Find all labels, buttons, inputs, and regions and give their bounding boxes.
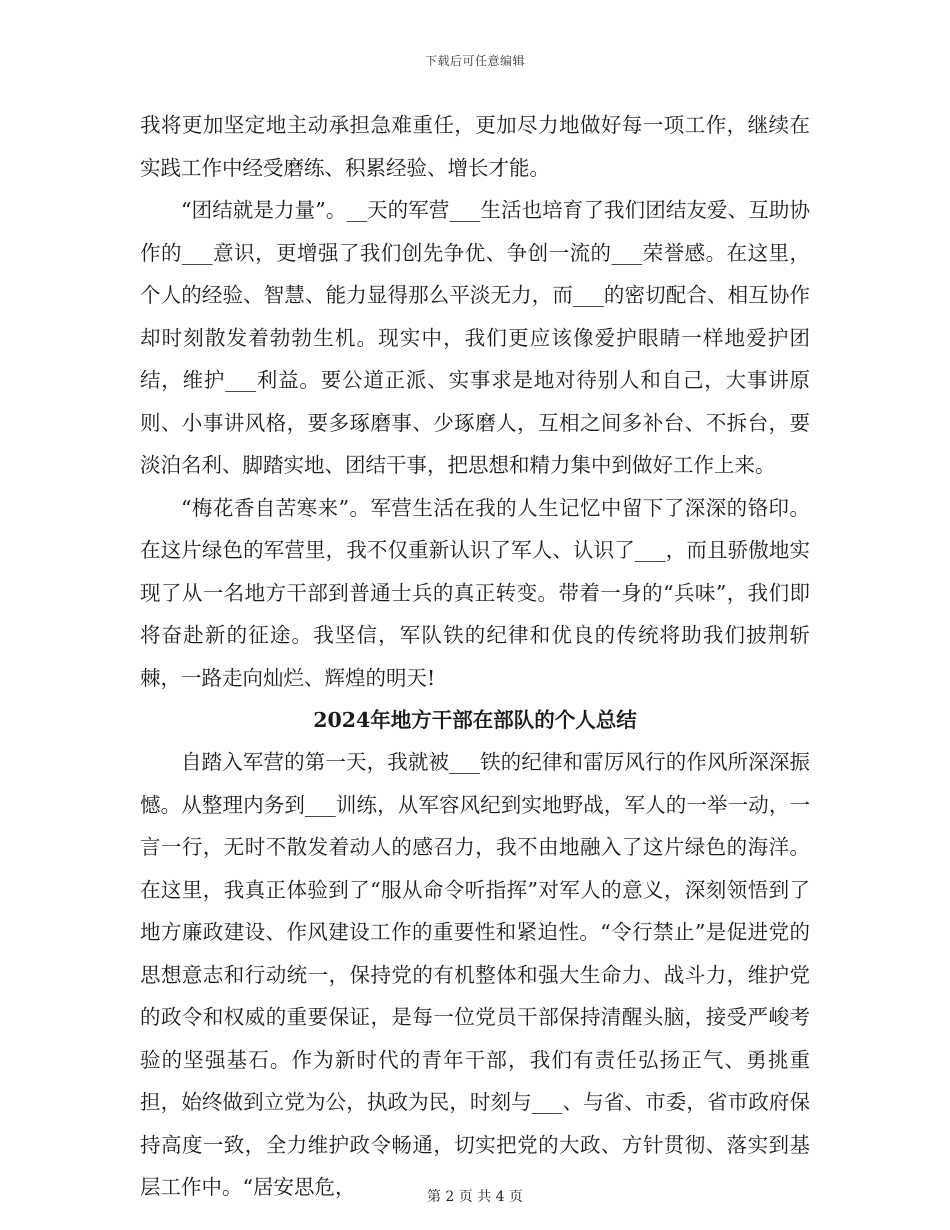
header-note: 下载后可任意编辑 <box>424 54 525 68</box>
section-title: 2024年地方干部在部队的个人总结 <box>313 708 637 732</box>
paragraph-summary-intro: 自踏入军营的第一天，我就被___铁的纪律和雷厉风行的作风所深深振憾。从整理内务到___训练，从军容风纪到实地野战，军人的一举一动，一言一行，无时不散发着动人的感召力，我不由地融入了这片绿色的海洋。在这里，我真正体验到了“服从命令听指挥”对军人的意义，深刻领悟到了地方廉政建设、作风建设工作的重要性和紧迫性。“令行禁止”是促进党的思想意志和行动统一，保持党的有机整体和强大生命力、战斗力，维护党的政令和权威的重要保证，是每一位党员干部保持清醒头脑，接受严峻考验的坚强基石。作为新时代的青年干部，我们有责任弘扬正气、勇挑重担，始终做到立党为公，执政为民，时刻与___、与省、市委，省市政府保持高度一致，全力维护政令畅通，切实把党的大政、方针贯彻、落实到基层工作中。“居安思危， <box>140 750 810 1199</box>
paragraph-plum-blossom: “梅花香自苦寒来”。军营生活在我的人生记忆中留下了深深的铬印。在这片绿色的军营里，我不仅重新认识了军人、认识了___，而且骄傲地实现了从一名地方干部到普通士兵的真正转变。带着一身的“兵味”，我们即将奋赴新的征途。我坚信，军队铁的纪律和优良的传统将助我们披荆斩棘，一路走向灿烂、辉煌的明天! <box>140 495 810 690</box>
document-body <box>140 104 810 1209</box>
page-footer: 第 2 页 共 4 页 <box>426 1189 524 1205</box>
paragraph-unity: “团结就是力量”。__天的军营___生活也培育了我们团结友爱、互助协作的___意识，更增强了我们创先争优、争创一流的___荣誉感。在这里，个人的经验、智慧、能力显得那么平淡无力，而___的密切配合、相互协作却时刻散发着勃勃生机。现实中，我们更应该像爱护眼睛一样地爱护团结，维护___利益。要公道正派、实事求是地对待别人和自己，大事讲原则、小事讲风格，要多琢磨事、少琢磨人，互相之间多补台、不拆台，要淡泊名利、脚踏实地、团结干事，把思想和精力集中到做好工作上来。 <box>140 198 810 477</box>
paragraph-continuation: 我将更加坚定地主动承担急难重任，更加尽力地做好每一项工作，继续在实践工作中经受磨练、积累经验、增长才能。 <box>140 113 810 180</box>
